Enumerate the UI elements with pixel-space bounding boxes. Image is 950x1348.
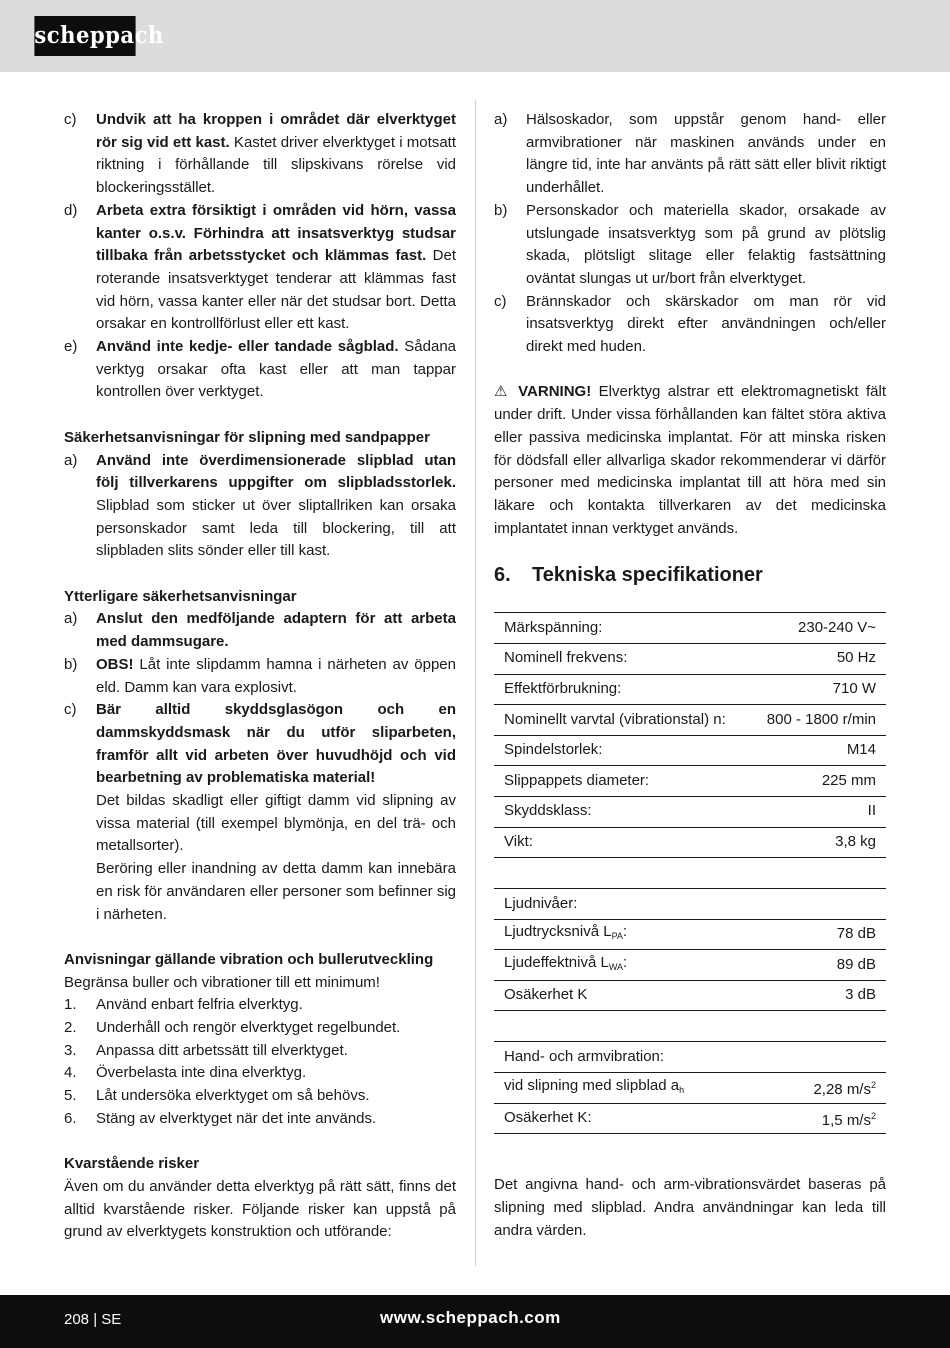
spec-value: 710 W [749,674,886,705]
spec-row [494,674,886,705]
list-item-text: Låt undersöka elverktyget om så behövs. [96,1087,370,1105]
spec-row [494,766,886,797]
column-divider [475,100,476,1266]
vibration-label-text: vid slipning med slipblad a [504,1076,680,1094]
list-body [96,1040,456,1063]
noise-heading: Ljudnivåer: [494,889,886,920]
additional-heading: Ytterligare säkerhetsanvisningar [64,587,297,605]
list-item [64,109,456,200]
residual-text: Även om du använder detta elverktyg på rätt sätt, finns det alltid kvarstående risker. Följande risker kan uppstå på grund av elverktygets konstruktion och utförande: [64,1177,456,1241]
list-item-text: Stäng av elverktyget när det inte används. [96,1109,377,1127]
noise-label [494,919,771,950]
list-item-bold: OBS! [96,655,134,673]
list-item [494,109,886,200]
list-item-text: Hälsoskador, som uppstår genom hand- eller armvibrationer när maskinen används under en längre tid, inte har använts på rätt sätt eller blivit riktigt underhållet. [526,111,886,197]
list-label: d) [64,201,78,219]
vibration-list [64,994,456,1130]
vibration-label-text: Osäkerhet K: [504,1109,592,1127]
list-label: a) [64,610,78,628]
list-body [96,109,456,200]
page-header [0,0,950,72]
list-item-bold: Använd inte överdimensionerade slipblad utan följ tillverkarens uppgifter om slipbladsstorlek. [96,451,456,492]
list-item [64,994,456,1017]
list-label: e) [64,338,78,356]
list-label: a) [494,111,508,128]
list-item [64,1040,456,1063]
spec-row [494,1042,886,1073]
sanding-list [64,450,456,564]
list-label: c) [64,701,77,719]
list-body [526,109,886,200]
list-item-text: Brännskador och skärskador om man rör vid insatsverktyg direkt efter användningen och/eller direkt med huden. [526,292,886,356]
list-body [96,994,456,1017]
noise-label [494,980,771,1011]
list-item [64,1017,456,1040]
list-body [526,200,886,291]
list-item [494,200,886,291]
noise-label-sub: PA [611,931,623,942]
noise-table [494,888,886,1011]
list-item-text: Slipblad som sticker ut över sliptallriken kan orsaka personskador samt leda till blockering, till att slipbladen slits sönder eller till kast. [96,496,456,560]
residual-risk-list [494,109,886,359]
spec-row [494,796,886,827]
list-item-text: Anpassa ditt arbetssätt till elverktyget. [96,1041,348,1059]
list-body [96,1108,456,1131]
list-label: 3. [64,1041,77,1059]
list-item [64,1108,456,1131]
spec-label: Effektförbrukning: [494,674,749,705]
warning-text: Elverktyg alstrar ett elektromagnetiskt fält under drift. Under vissa förhållanden kan fältet störa aktiva eller passiva medicinska implantat. För att minska risken för dödsfall eller allvarliga skador rekommenderar vi därför personer med medicinska implantat till att höra med sin läkare och kontakta tillverkaren av det medicinska implantatet innan verktyget används. [494,383,886,537]
noise-value: 89 dB [771,950,886,981]
list-item-text: Använd enbart felfria elverktyg. [96,996,303,1014]
noise-label-sub: WA [608,961,623,972]
noise-label-text: Ljudeffektnivå L [504,953,609,971]
spec-value: 50 Hz [749,643,886,674]
dust-info-text: Det bildas skadligt eller giftigt damm vid slipning av vissa material (till exempel blymönja, en del trä- och metallsorter). [96,792,456,855]
list-body [96,200,456,336]
list-item [64,608,456,653]
section-number: 6. [494,564,511,587]
list-label: c) [64,111,77,128]
noise-value: 78 dB [771,919,886,950]
residual-heading: Kvarstående risker [64,1155,200,1173]
spec-value: II [749,796,886,827]
noise-label-suffix: : [622,953,628,971]
closing-text: Det angivna hand- och arm-vibrationsvärdet baseras på slipning med slipblad. Andra användningar kan leda till andra värden. [494,1176,886,1239]
noise-label-text: Osäkerhet K [504,986,588,1004]
list-item-text: Överbelasta inte dina elverktyg. [96,1064,307,1082]
dust-risk-text: Beröring eller inandning av detta damm kan innebära en risk för användaren eller personer som befinner sig i närheten. [96,860,456,923]
vibration-label-sub: h [679,1084,685,1095]
spec-label: Slippappets diameter: [494,766,749,797]
vibration-value-sup: 2 [870,1110,876,1121]
list-body [96,1085,456,1108]
list-item-bold: Undvik att ha kroppen i området där elverktyget rör sig vid ett kast. [96,111,456,151]
spec-row [494,735,886,766]
spec-row [494,1073,886,1104]
spec-row [494,1103,886,1134]
spec-row [494,950,886,981]
vibration-value-sup: 2 [870,1080,876,1090]
list-body [96,699,456,790]
list-item [64,1085,456,1108]
vibration-label [494,1073,772,1104]
vibration-value [772,1103,886,1134]
list-item [64,450,456,564]
additional-list [64,608,456,790]
list-item-bold: Anslut den medföljande adaptern för att arbeta med dammsugare. [96,610,456,651]
list-item [64,699,456,790]
list-label: c) [494,292,507,310]
spec-value: 800 - 1800 r/min [749,705,886,736]
list-body [96,654,456,699]
list-label: b) [494,201,508,219]
left-column [64,109,456,1244]
spec-value: 3,8 kg [749,827,886,858]
spec-label: Nominellt varvtal (vibrationstal) n: [494,705,749,736]
list-body [96,1062,456,1085]
warning-paragraph [494,381,886,540]
list-item-bold: Bär alltid skyddsglasögon och en dammskyddsmask när du utför sliparbeten, framför allt vid arbeten över huvudhöjd och vid bearbetning av problematiska material! [96,701,456,787]
spec-label: Nominell frekvens: [494,643,749,674]
list-item [64,1062,456,1085]
spec-table [494,612,886,858]
spec-value: 225 mm [749,766,886,797]
vibration-value [772,1073,886,1104]
vibration-value-text: 2,28 m/s [813,1081,871,1098]
section-heading [494,562,886,588]
spec-row [494,827,886,858]
spec-row [494,980,886,1011]
section-title: Tekniska specifikationer [532,564,763,587]
list-item [64,200,456,336]
spec-label: Märkspänning: [494,613,749,644]
page-number: 208 | SE [64,1311,122,1328]
list-item-text: Det roterande insatsverktyget tenderar att klämmas fast vid hörn, vassa kanter eller när det studsar bort. Detta orsakar en kontrollförlust eller ett kast. [96,247,457,333]
list-label: 5. [64,1087,77,1105]
spec-row [494,613,886,644]
spec-label: Skyddsklass: [494,796,749,827]
list-item-bold: Använd inte kedje- eller tandade sågblad. [96,338,399,356]
website-link[interactable]: www.scheppach.com [380,1308,561,1327]
spec-label: Vikt: [494,827,749,858]
list-item-text: Underhåll och rengör elverktyget regelbundet. [96,1019,401,1037]
noise-value: 3 dB [771,980,886,1011]
list-label: a) [64,451,78,469]
vibration-heading: Hand- och armvibration: [494,1042,886,1073]
warning-label: VARNING! [518,383,592,401]
list-body [96,450,456,564]
list-item-text: Personskador och materiella skador, orsakade av utslungade insatsverktyg som på grund av plötslig skada, plötsligt slitage eller felaktig fastsättning oväntat slungas ut ur/bort från elverktyget. [526,201,886,287]
list-item-text: Kastet driver elverktyget i motsatt riktning i förhållande till slipskivans rörelse vid blockeringsstället. [96,133,456,197]
list-item [64,790,456,926]
noise-label-text: Ljudtrycksnivå L [504,923,612,941]
warning-icon: ⚠ [494,383,511,401]
spec-row [494,889,886,920]
list-label: 1. [64,996,77,1014]
spec-row [494,643,886,674]
right-column [494,109,886,1242]
list-body [96,1017,456,1040]
vibration-table [494,1041,886,1134]
list-body [526,291,886,359]
list-label: 2. [64,1019,77,1037]
list-body [96,336,456,404]
list-item [64,654,456,699]
spec-value: M14 [749,735,886,766]
spec-row [494,919,886,950]
list-label: 6. [64,1109,77,1127]
list-item-text: Sådana verktyg orsakar ofta kast eller att man tappar kontrollen över verktyget. [96,338,456,401]
list-item-text: Låt inte slipdamm hamna i närheten av öppen eld. Damm kan vara explosivt. [96,655,456,696]
vibration-value-text: 1,5 m/s [821,1111,871,1129]
kickback-list [64,109,456,404]
scheppach-logo: scheppach [34,16,135,56]
vibration-intro: Begränsa buller och vibrationer till ett minimum! [64,973,380,991]
noise-label [494,950,771,981]
noise-label-suffix: : [622,923,628,941]
spec-row [494,705,886,736]
list-item-bold: Arbeta extra försiktigt i områden vid hörn, vassa kanter o.s.v. Förhindra att insatsverktyg studsar tillbaka från arbetsstycket och klämmas fast. [96,201,456,265]
spec-label: Spindelstorlek: [494,735,749,766]
list-body [96,608,456,653]
list-label: 4. [64,1064,77,1082]
vibration-heading: Anvisningar gällande vibration och bullerutveckling [64,950,434,968]
vibration-label [494,1103,772,1134]
spec-value: 230-240 V~ [749,613,886,644]
list-item [64,336,456,404]
list-item [494,291,886,359]
list-label: b) [64,655,78,673]
sanding-heading: Säkerhetsanvisningar för slipning med sandpapper [64,428,430,446]
page-footer [0,1295,950,1348]
